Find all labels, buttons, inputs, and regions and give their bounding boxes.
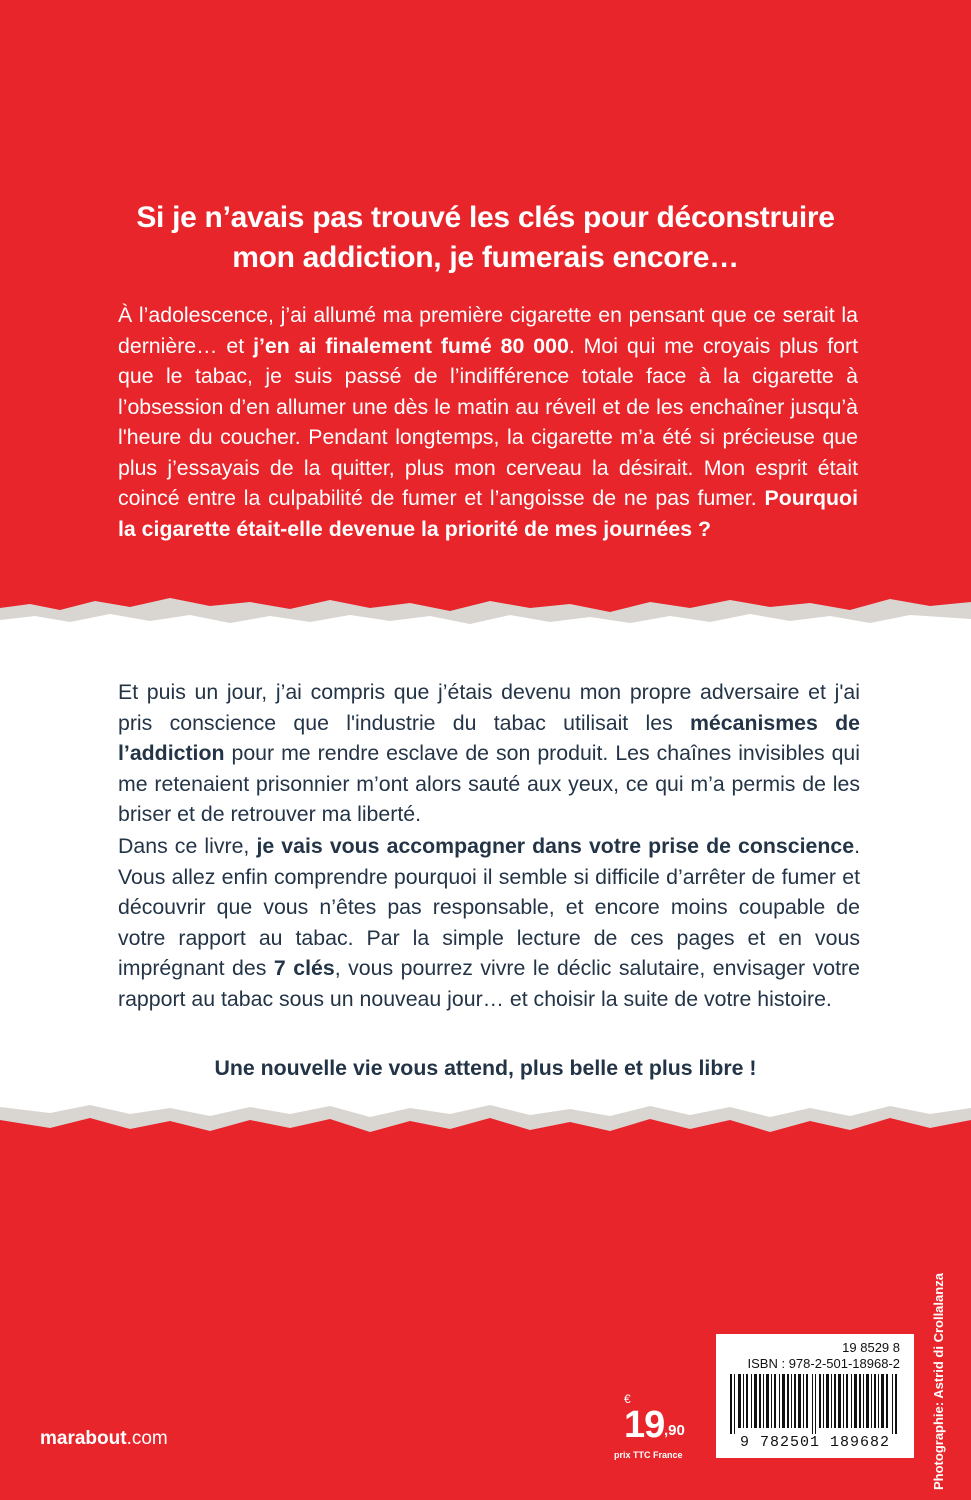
headline-line-1: Si je n’avais pas trouvé les clés pour déconstruire (136, 201, 835, 234)
body-p1-bold: mécanismes de l’addiction (118, 710, 860, 765)
torn-paper-edge-top (0, 586, 971, 646)
barcode-bars (726, 1374, 904, 1434)
body-p2-text-2: . Vous allez enfin comprendre pourquoi il semble si difficile d’arrêter de fumer et découvrir que vous n’êtes pas responsable, et encore moins coupable de votre rapport au tabac. Par la simple lecture de ces pages et en vous imprégnant des (118, 834, 860, 980)
price-cents: ,90 (664, 1422, 685, 1439)
intro-bold-2: Pourquoi la cigarette était-elle devenue la priorité de mes journées ? (118, 486, 858, 541)
price-main: 19 (624, 1404, 665, 1446)
publisher-domain: .com (126, 1428, 168, 1449)
body-p2-text-3: , vous pourrez vivre le déclic salutaire, envisager votre rapport au tabac sous un nouveau jour… et choisir la suite de votre histoire. (118, 956, 860, 1011)
isbn-text: ISBN : 978-2-501-18968-2 (747, 1356, 900, 1371)
currency-symbol: € (624, 1392, 631, 1406)
torn-paper-edge-bottom (0, 1090, 971, 1150)
barcode-digits: 9 782501 189682 (739, 1434, 891, 1451)
body-p2-bold-2: 7 clés (273, 956, 335, 980)
body-p1-text-1: Et puis un jour, j’ai compris que j’étais devenu mon propre adversaire et j'ai pris conscience que l'industrie du tabac utilisait les (118, 680, 860, 735)
body-paragraph-2 (118, 831, 860, 1014)
body-paragraph-1 (118, 677, 860, 830)
publisher-name: marabout (40, 1428, 127, 1449)
headline-line-2: mon addiction, je fumerais encore… (232, 241, 739, 274)
body-p2-bold-1: je vais vous accompagner dans votre prise de conscience (256, 834, 855, 858)
photo-credit: Photographie: Astrid di Crollalanza (931, 1273, 946, 1490)
body-p2-text-1: Dans ce livre, (118, 834, 257, 858)
price-note: prix TTC France (614, 1450, 683, 1460)
intro-text-1: À l’adolescence, j’ai allumé ma première cigarette en pensant que ce serait la dernière… et (118, 303, 858, 358)
publisher-website (40, 1428, 168, 1450)
body-p1-text-2: pour me rendre esclave de son produit. Les chaînes invisibles qui me retenaient prisonnier m’ont alors sauté aux yeux, ce qui m’a permis de les briser et de retrouver ma liberté. (118, 741, 860, 826)
barcode-box (716, 1334, 914, 1458)
intro-bold-1: j’en ai finalement fumé 80 000 (253, 333, 569, 358)
closing-line: Une nouvelle vie vous attend, plus belle et plus libre ! (214, 1056, 757, 1080)
headline (0, 198, 971, 278)
intro-text-2: . Moi qui me croyais plus fort que le tabac, je suis passé de l’indifférence totale face à la cigarette à l’obsession d’en allumer une dès le matin au réveil et de les enchaîner jusqu’à l'heure du coucher. Pendant longtemps, la cigarette m’a été si précieuse que plus j’essayais de la quitter, plus mon cerveau la désirait. Mon esprit était coincé entre la culpabilité de fumer et l’angoisse de ne pas fumer. (118, 333, 858, 510)
intro-paragraph (118, 300, 858, 544)
product-code: 19 8529 8 (842, 1340, 900, 1355)
